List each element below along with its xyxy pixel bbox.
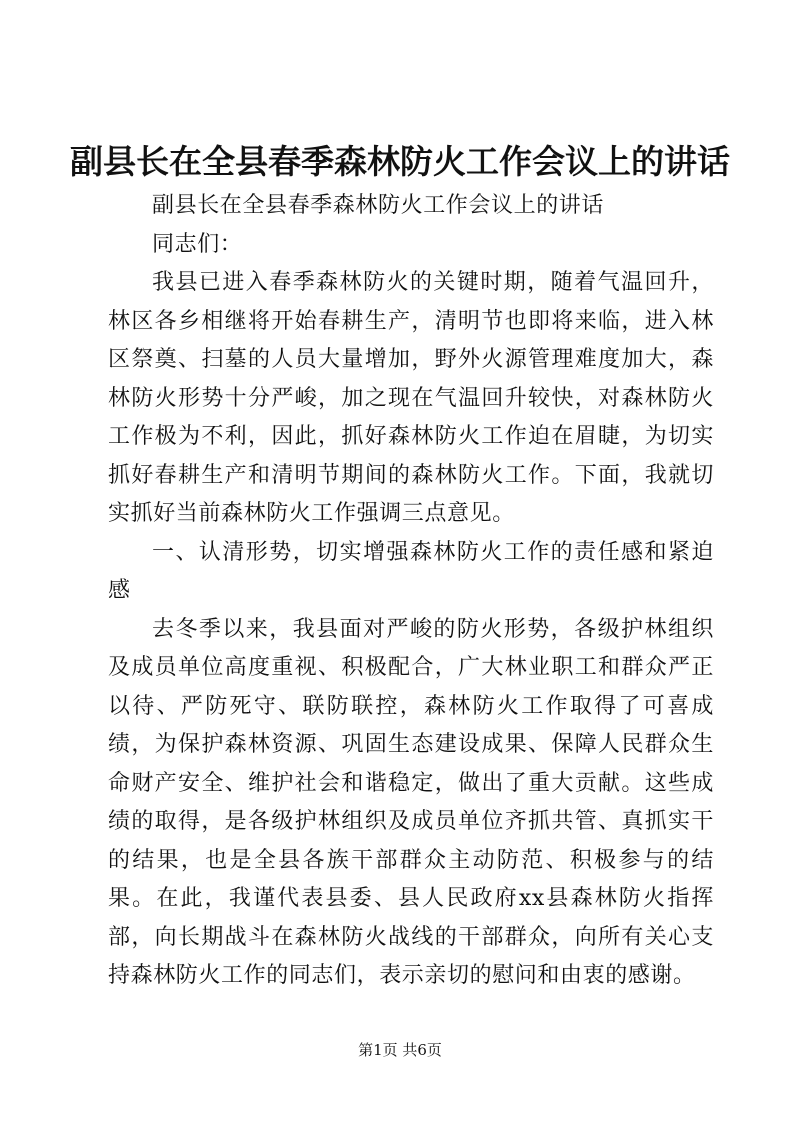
page-footer: 第1页 共6页 bbox=[358, 1041, 442, 1059]
document-body bbox=[108, 187, 714, 996]
section-heading: 一、认清形势，切实增强森林防火工作的责任感和紧迫感 bbox=[108, 539, 714, 603]
document-title: 副县长在全县春季森林防火工作会议上的讲话 bbox=[70, 142, 730, 181]
body-paragraph: 去冬季以来，我县面对严峻的防火形势，各级护林组织及成员单位高度重视、积极配合，广大林业职工和群众严正以待、严防死守、联防联控，森林防火工作取得了可喜成绩，为保护森林资源、巩固生态建设成果、保障人民群众生命财产安全、维护社会和谐稳定，做出了重大贡献。这些成绩的取得，是各级护林组织及成员单位齐抓共管、真抓实干的结果，也是全县各族干部群众主动防范、积极参与的结果。在此，我谨代表县委、县人民政府xx县森林防火指挥部，向长期战斗在森林防火战线的干部群众，向所有关心支持森林防火工作的同志们，表示亲切的慰问和由衷的感谢。 bbox=[108, 616, 714, 988]
salutation-paragraph: 同志们： bbox=[152, 231, 243, 257]
body-paragraph: 我县已进入春季森林防火的关键时期，随着气温回升，林区各乡相继将开始春耕生产，清明节也即将来临，进入林区祭奠、扫墓的人员大量增加，野外火源管理难度加大，森林防火形势十分严峻，加之现在气温回升较快，对森林防火工作极为不利，因此，抓好森林防火工作迫在眉睫，为切实抓好春耕生产和清明节期间的森林防火工作。下面，我就切实抓好当前森林防火工作强调三点意见。 bbox=[108, 270, 714, 526]
subtitle-paragraph: 副县长在全县春季森林防火工作会议上的讲话 bbox=[152, 193, 605, 218]
